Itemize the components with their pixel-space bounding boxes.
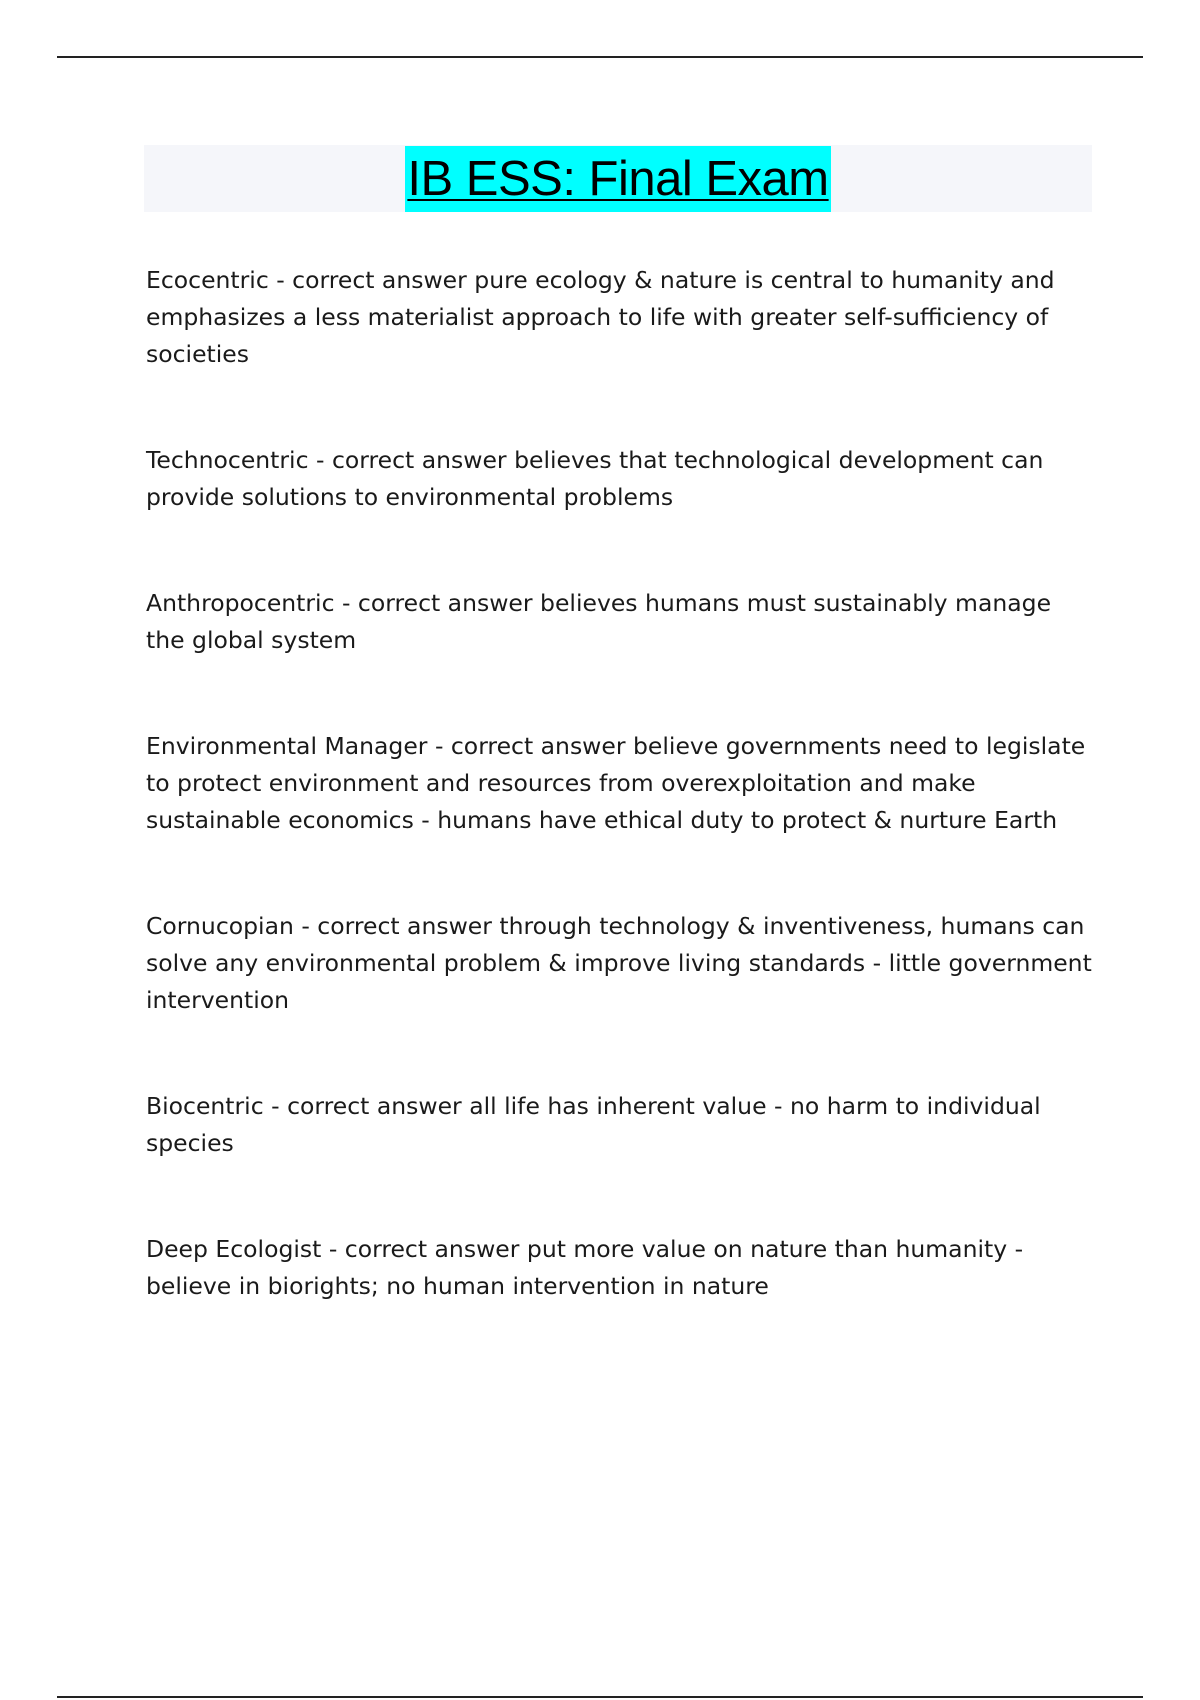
entry-term: Deep Ecologist - xyxy=(146,1235,345,1263)
answer-marker: correct answer xyxy=(292,266,467,294)
answer-marker: correct answer xyxy=(344,1235,520,1263)
answer-marker: correct answer xyxy=(317,912,492,940)
bottom-rule xyxy=(57,1696,1143,1698)
answer-marker: correct answer xyxy=(357,589,533,617)
entry-cornucopian xyxy=(146,908,1096,1019)
entry-term: Anthropocentric - xyxy=(146,589,358,617)
entry-anthropocentric xyxy=(146,585,1096,659)
top-rule xyxy=(57,56,1143,58)
entry-definition: put more value on nature than humanity - believe in biorights; no human intervention in nature xyxy=(146,1235,1024,1300)
entry-term: Environmental Manager - xyxy=(146,732,451,760)
entry-term: Ecocentric - xyxy=(146,266,292,294)
entry-term: Technocentric - xyxy=(146,446,332,474)
entry-ecocentric xyxy=(146,262,1096,373)
entry-list xyxy=(146,262,1096,1305)
entry-definition: believes humans must sustainably manage the global system xyxy=(146,589,1052,654)
page-title: IB ESS: Final Exam xyxy=(405,146,830,212)
entry-definition: pure ecology & nature is central to humanity and emphasizes a less materialist approach to life with greater self-sufficiency of societies xyxy=(146,266,1055,368)
entry-biocentric xyxy=(146,1088,1096,1162)
entry-definition: all life has inherent value - no harm to individual species xyxy=(146,1092,1041,1157)
answer-marker: correct answer xyxy=(331,446,507,474)
entry-technocentric xyxy=(146,442,1096,516)
entry-deep-ecologist xyxy=(146,1231,1096,1305)
entry-environmental-manager xyxy=(146,728,1096,839)
answer-marker: correct answer xyxy=(450,732,626,760)
entry-definition: believe governments need to legislate to protect environment and resources from overexploitation and make sustainable economics - humans have ethical duty to protect & nurture Earth xyxy=(146,732,1086,834)
answer-marker: correct answer xyxy=(287,1092,462,1120)
entry-term: Biocentric - xyxy=(146,1092,287,1120)
title-band xyxy=(144,145,1092,212)
entry-definition: through technology & inventiveness, humans can solve any environmental problem & improve living standards - little government intervention xyxy=(146,912,1092,1014)
entry-definition: believes that technological development can provide solutions to environmental problems xyxy=(146,446,1044,511)
entry-term: Cornucopian - xyxy=(146,912,317,940)
